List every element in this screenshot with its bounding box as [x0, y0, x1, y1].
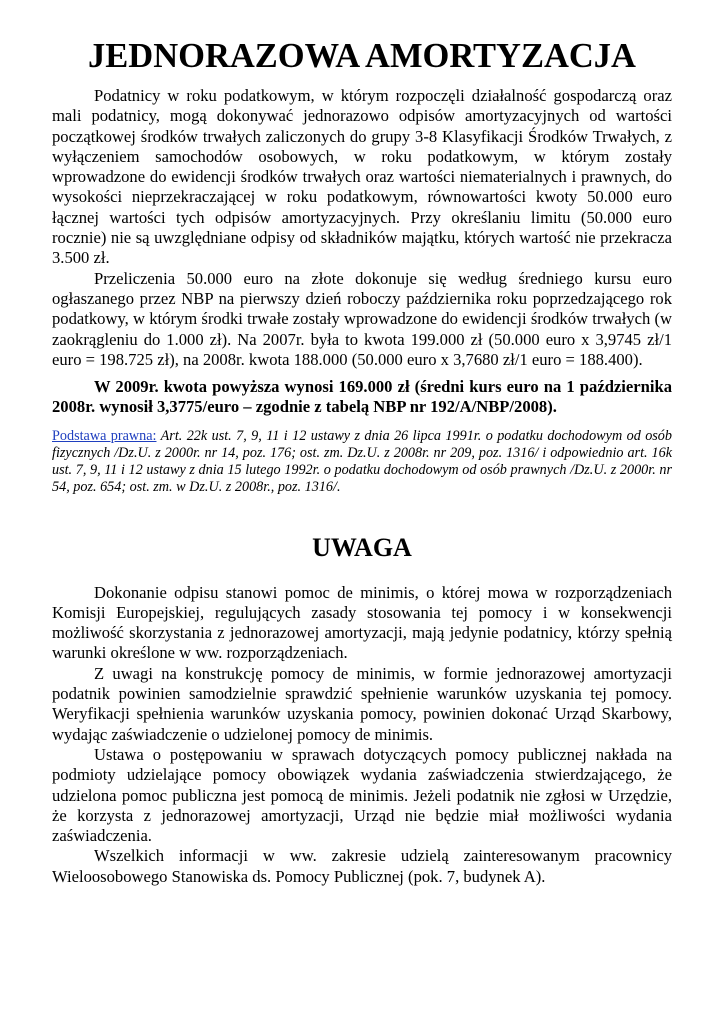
paragraph-limit: Podatnicy w roku podatkowym, w którym rozpoczęli działalność gospodarczą oraz mali podatnicy, mogą dokonywać jednorazowo odpisów amortyzacyjnych od wartości początkowej środków trwałych zaliczonych do grupy 3-8 Klasyfikacji Środków Trwałych, z wyłączeniem samochodów osobowych, w roku podatkowym, w którym zostały wprowadzone do ewidencji środków trwałych oraz wartości niematerialnych i prawnych, do wysokości nieprzekraczającej w roku podatkowym, równowartości kwoty 50.000 euro łącznej wartości tych odpisów amortyzacyjnych. Przy określaniu limitu (50.000 euro rocznie) nie są uwzględniane odpisy od składników majątku, których wartość nie przekracza 3.500 zł.	[52, 86, 672, 268]
note-paragraph-verification: Z uwagi na konstrukcję pomocy de minimis, w formie jednorazowej amortyzacji podatnik powinien samodzielnie sprawdzić spełnienie warunków uzyskania tej pomocy. Weryfikacji spełnienia warunków uzyskania pomocy, powinien dokonać Urząd Skarbowy, wydając zaświadczenie o udzielonej pomocy de minimis.	[52, 663, 672, 744]
paragraph-conversion: Przeliczenia 50.000 euro na złote dokonuje się według średniego kursu euro ogłaszanego przez NBP na pierwszy dzień roboczy października roku poprzedzającego rok podatkowy, w którym środki trwałe zostały wprowadzone do ewidencji środków trwałych (w zaokrągleniu do 1.000 zł). Na 2007r. była to kwota 199.000 zł (50.000 euro x 3,9745 zł/1 euro = 198.725 zł), na 2008r. kwota 188.000 (50.000 euro x 3,7680 zł/1 euro = 188.400).	[52, 268, 672, 369]
legal-basis-link[interactable]: Podstawa prawna:	[52, 427, 157, 444]
legal-basis	[52, 428, 672, 497]
note-paragraph-contact: Wszelkich informacji w ww. zakresie udzielą zainteresowanym pracownicy Wieloosobowego Stanowiska ds. Pomocy Publicznej (pok. 7, budynek A).	[52, 846, 672, 886]
document-title: JEDNORAZOWA AMORTYZACJA	[88, 37, 636, 75]
note-paragraph-de-minimis: Dokonanie odpisu stanowi pomoc de minimis, o której mowa w rozporządzeniach Komisji Europejskiej, regulujących zasady stosowania tej pomocy i w konsekwencji możliwość skorzystania z jednorazowej amortyzacji, mają jedynie podatnicy, którzy spełnią warunki określone w ww. rozporządzeniach.	[52, 582, 672, 663]
legal-basis-text: Art. 22k ust. 7, 9, 11 i 12 ustawy z dnia 26 lipca 1991r. o podatku dochodowym od osób fizycznych /Dz.U. z 2000r. nr 14, poz. 176; ost. zm. Dz.U. z 2008r. nr 209, poz. 1316/ i odpowiednio art. 16k ust. 7, 9, 11 i 12 ustawy z dnia 15 lutego 1992r. o podatku dochodowym od osób prawnych /Dz.U. z 2000r. nr 54, poz. 654; ost. zm. w Dz.U. z 2008r., poz. 1316/.	[52, 427, 672, 496]
note-heading: UWAGA	[312, 532, 412, 562]
note-paragraph-certificate: Ustawa o postępowaniu w sprawach dotyczących pomocy publicznej nakłada na podmioty udzielające pomocy obowiązek wydania zaświadczenia stwierdzającego, że udzielona pomoc publiczna jest pomocą de minimis. Jeżeli podatnik nie zgłosi w Urzędzie, że korzysta z jednorazowej amortyzacji, Urząd nie będzie miał możliwości wydania zaświadczenia.	[52, 744, 672, 846]
paragraph-2009-amount: W 2009r. kwota powyższa wynosi 169.000 zł (średni kurs euro na 1 października 2008r. wynosił 3,3775/euro – zgodnie z tabelą NBP nr 192/A/NBP/2008).	[52, 377, 672, 417]
